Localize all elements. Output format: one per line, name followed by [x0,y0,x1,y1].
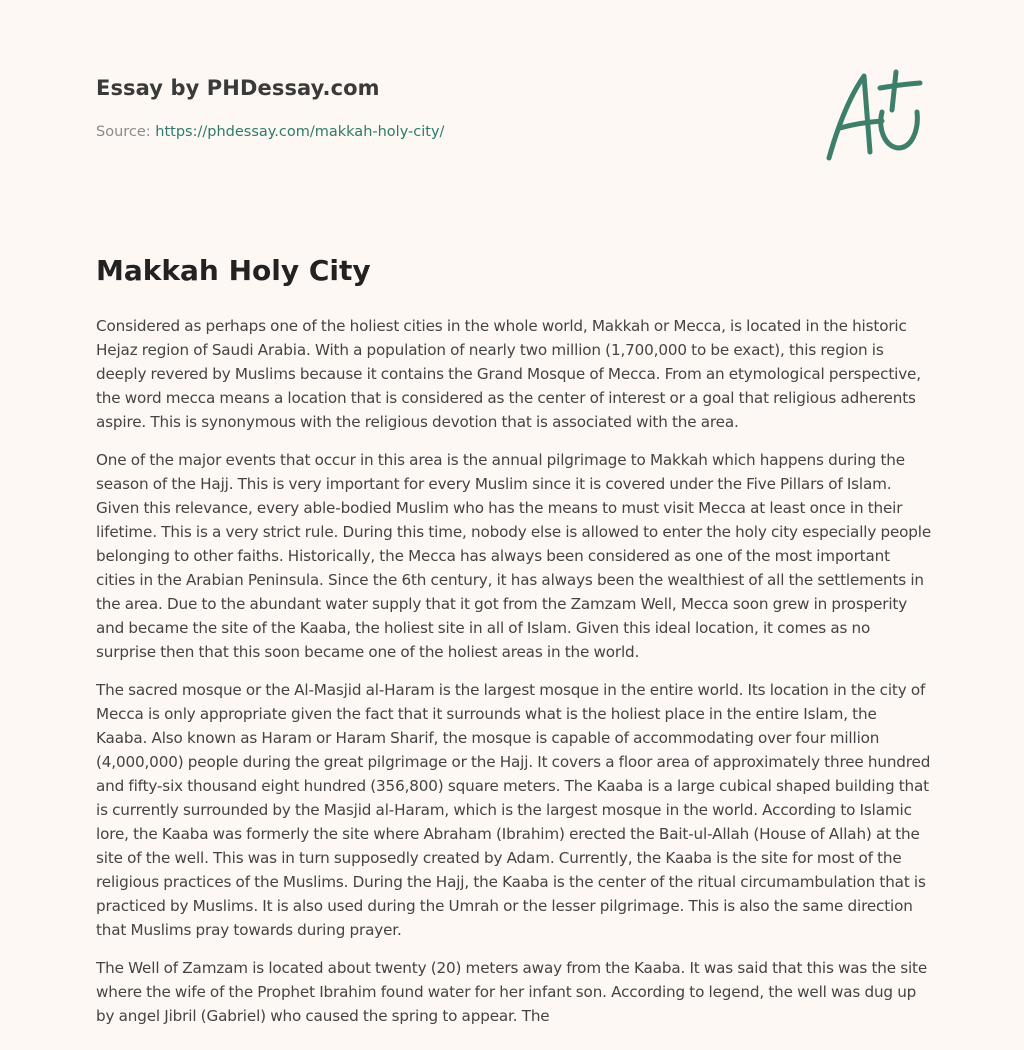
a-plus-logo-icon [820,66,930,166]
source-label: Source: [96,124,156,140]
paragraph: The Well of Zamzam is located about twenty (20) meters away from the Kaaba. It was said that this was the site where the wife of the Prophet Ibrahim found water for her infant son. According to legend, the well was dug up by angel Jibril (Gabriel) who caused the spring to appear. The [96,959,928,1025]
paragraph: Considered as perhaps one of the holiest cities in the whole world, Makkah or Mecca, is located in the historic Hejaz region of Saudi Arabia. With a population of nearly two million (1,700,000 to be exact), this region is deeply revered by Muslims because it contains the Grand Mosque of Mecca. From an etymological perspective, the word mecca means a location that is considered as the center of interest or a goal that religious adherents aspire. This is synonymous with the religious devotion that is associated with the area. [96,317,921,431]
paragraph: The sacred mosque or the Al-Masjid al-Haram is the largest mosque in the entire world. Its location in the city of Mecca is only appropriate given the fact that it surrounds what is the holiest place in the entire Islam, the Kaaba. Also known as Haram or Haram Sharif, the mosque is capable of accommodating over four million (4,000,000) people during the great pilgrimage or the Hajj. It covers a floor area of approximately three hundred and fifty-six thousand eight hundred (356,800) square meters. The Kaaba is a large cubical shaped building that is currently surrounded by the Masjid al-Haram, which is the largest mosque in the world. According to Islamic lore, the Kaaba was formerly the site where Abraham (Ibrahim) erected the Bait-ul-Allah (House of Allah) at the site of the well. This was in turn supposedly created by Adam. Currently, the Kaaba is the site for most of the religious practices of the Muslims. During the Hajj, the Kaaba is the center of the ritual circumambulation that is practiced by Muslims. It is also used during the Umrah or the lesser pilgrimage. This is also the same direction that Muslims pray towards during prayer. [96,681,931,939]
source-line [96,124,444,140]
site-brand: Essay by PHDessay.com [96,76,380,100]
source-link[interactable]: https://phdessay.com/makkah-holy-city/ [155,124,445,140]
paragraph: One of the major events that occur in this area is the annual pilgrimage to Makkah which happens during the season of the Hajj. This is very important for every Muslim since it is covered under the Five Pillars of Islam. Given this relevance, every able-bodied Muslim who has the means to must visit Mecca at least once in their lifetime. This is a very strict rule. During this time, nobody else is allowed to enter the holy city especially people belonging to other faiths. Historically, the Mecca has always been considered as one of the most important cities in the Arabian Peninsula. Since the 6th century, it has always been the wealthiest of all the settlements in the area. Due to the abundant water supply that it got from the Zamzam Well, Mecca soon grew in prosperity and became the site of the Kaaba, the holiest site in all of Islam. Given this ideal location, it comes as no surprise then that this soon became one of the holiest areas in the world. [96,451,932,661]
article-title: Makkah Holy City [96,254,371,287]
article-body [96,314,932,1042]
